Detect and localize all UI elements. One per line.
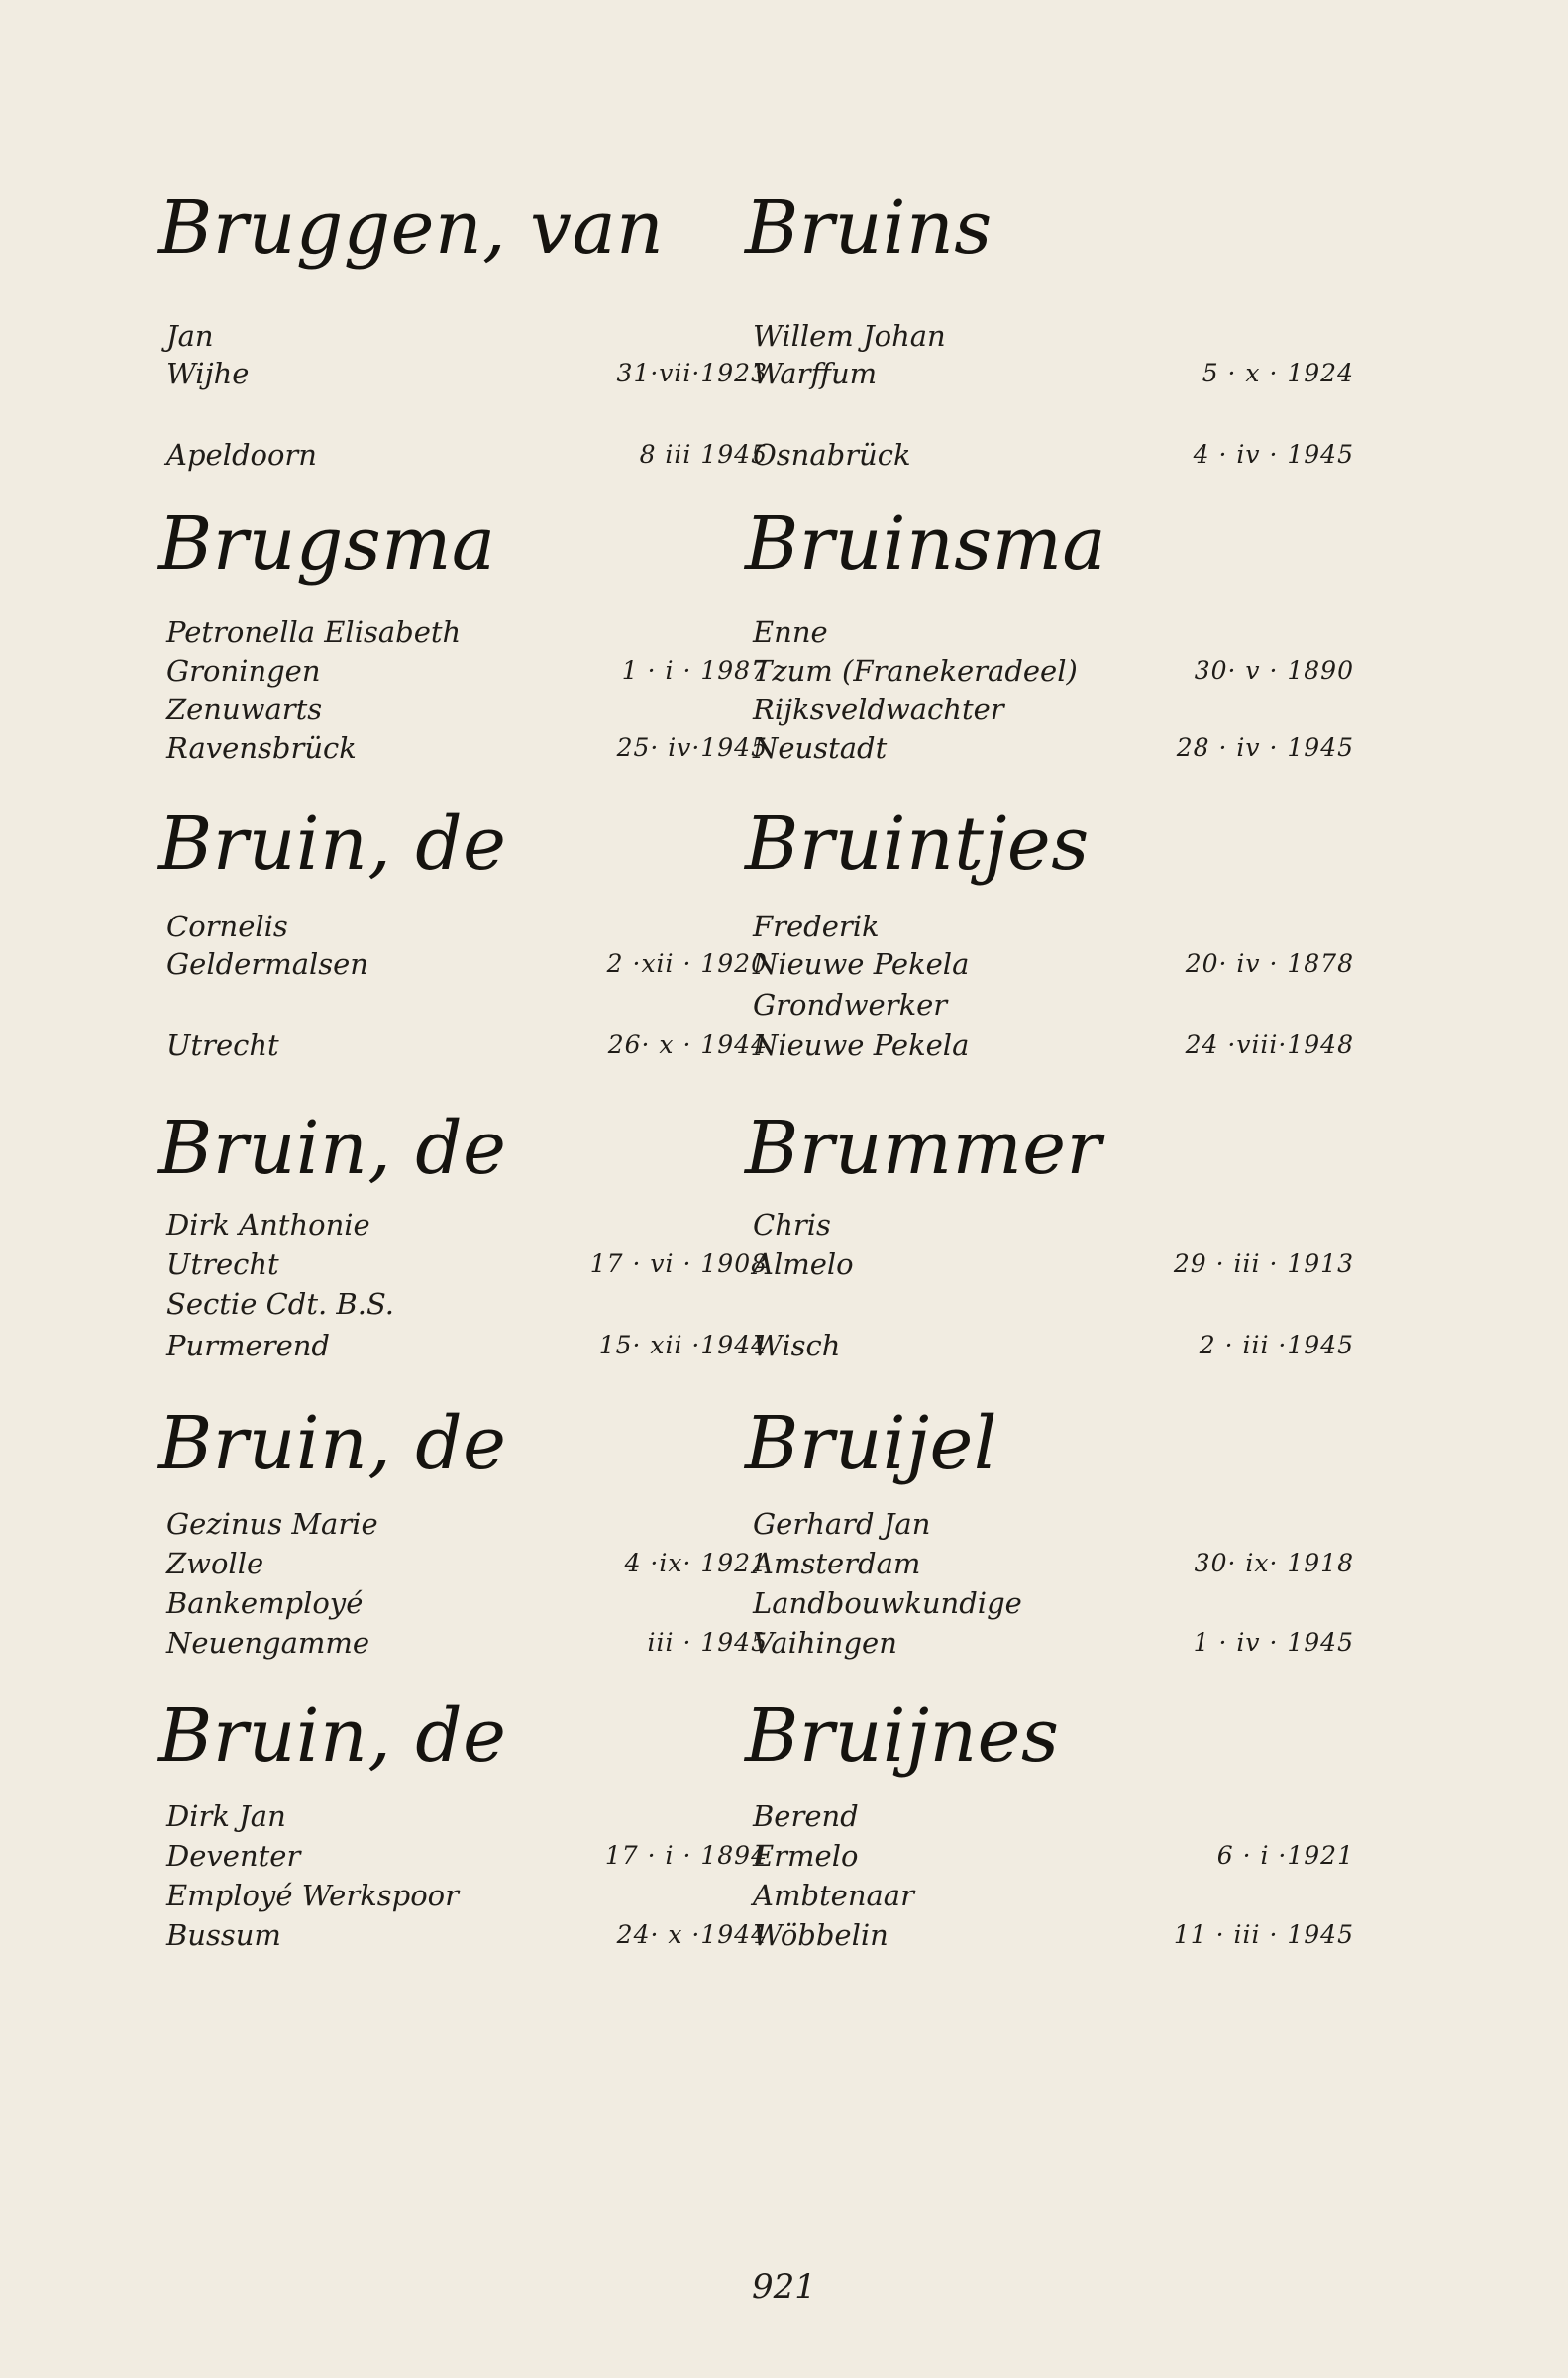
entry-line-birth: Almelo 29 · iii · 1913 [753, 1247, 1354, 1281]
entry-line-occupation: Ambtenaar [753, 1879, 914, 1912]
entry-line-death: Neustadt 28 · iv · 1945 [753, 731, 1354, 765]
surname-heading: Bruijnes [745, 1693, 1060, 1779]
surname-heading: Bruin, de [158, 1401, 507, 1486]
entry-line-birth: Utrecht 17 · vi · 1908 [166, 1247, 768, 1281]
entry-line-birth: Nieuwe Pekela 20· iv · 1878 [753, 947, 1354, 981]
entry-line-firstname: Berend [753, 1799, 859, 1833]
surname-heading: Bruin, de [158, 802, 507, 887]
entry-line-firstname: Dirk Anthonie [166, 1208, 370, 1242]
entry-line-occupation: Rijksveldwachter [753, 693, 1004, 726]
entry-line-death: Nieuwe Pekela 24 ·viii·1948 [753, 1028, 1354, 1062]
entry-line-birth: Deventer 17 · i · 1894 [166, 1839, 768, 1873]
entry-line-firstname: Cornelis [166, 910, 288, 943]
surname-heading: Bruintjes [745, 802, 1090, 887]
surname-heading: Brugsma [158, 501, 496, 587]
entry-line-occupation: Grondwerker [753, 988, 948, 1022]
entry-line-death: Ravensbrück 25· iv·1945 [166, 731, 768, 765]
entry-line-death: Apeldoorn 8 iii 1945 [166, 438, 768, 472]
entry-line-birth: Geldermalsen 2 ·xii · 1920 [166, 947, 768, 981]
entry-line-firstname: Willem Johan [753, 319, 946, 353]
entry-line-death: Osnabrück 4 · iv · 1945 [753, 438, 1354, 472]
entry-line-firstname: Petronella Elisabeth [166, 615, 462, 649]
entry-line-birth: Groningen 1 · i · 1987 [166, 654, 768, 688]
entry-line-birth: Zwolle 4 ·ix· 1921 [166, 1547, 768, 1580]
entry-line-firstname: Frederik [753, 910, 880, 943]
entry-line-firstname: Gerhard Jan [753, 1507, 931, 1541]
entry-line-occupation: Employé Werkspoor [166, 1879, 459, 1912]
entry-line-firstname: Enne [753, 615, 828, 649]
surname-heading: Bruin, de [158, 1693, 507, 1779]
surname-heading: Bruinsma [745, 501, 1107, 587]
entry-line-occupation: Sectie Cdt. B.S. [166, 1287, 395, 1321]
entry-line-birth: Warffum 5 · x · 1924 [753, 357, 1354, 390]
entry-line-occupation: Bankemployé [166, 1586, 364, 1620]
entry-line-firstname: Chris [753, 1208, 831, 1242]
entry-line-death: Neuengamme iii · 1945 [166, 1626, 768, 1660]
page-number: 921 [752, 2267, 816, 2307]
surname-heading: Brummer [745, 1106, 1102, 1191]
entry-line-birth: Ermelo 6 · i ·1921 [753, 1839, 1354, 1873]
entry-line-occupation: Zenuwarts [166, 693, 323, 726]
entry-line-firstname: Jan [166, 319, 214, 353]
surname-heading: Bruin, de [158, 1106, 507, 1191]
entry-line-death: Wöbbelin 11 · iii · 1945 [753, 1918, 1354, 1952]
right-column [745, 0, 1354, 2378]
surname-heading: Bruijel [745, 1401, 997, 1486]
entry-line-birth: Wijhe 31·vii·1923 [166, 357, 768, 390]
entry-line-death: Utrecht 26· x · 1944 [166, 1028, 768, 1062]
surname-heading: Bruggen, van [158, 185, 665, 270]
entry-line-death: Vaihingen 1 · iv · 1945 [753, 1626, 1354, 1660]
entry-line-firstname: Gezinus Marie [166, 1507, 378, 1541]
entry-line-occupation: Landbouwkundige [753, 1586, 1022, 1620]
entry-line-birth: Amsterdam 30· ix· 1918 [753, 1547, 1354, 1580]
entry-line-firstname: Dirk Jan [166, 1799, 286, 1833]
surname-heading: Bruins [745, 185, 993, 270]
entry-line-death: Bussum 24· x ·1944 [166, 1918, 768, 1952]
entry-line-birth: Tzum (Franekeradeel) 30· v · 1890 [753, 654, 1354, 688]
entry-line-death: Purmerend 15· xii ·1944 [166, 1329, 768, 1362]
entry-line-death: Wisch 2 · iii ·1945 [753, 1329, 1354, 1362]
left-column [158, 0, 768, 2378]
